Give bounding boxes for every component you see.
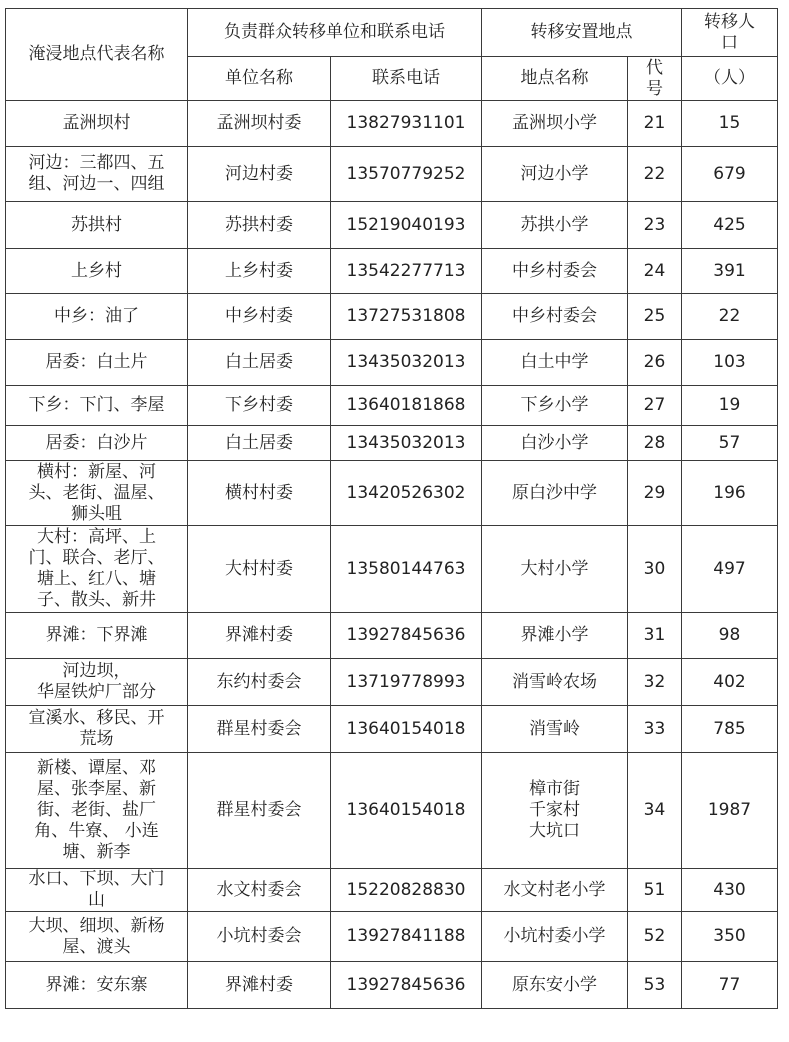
cell-location: 居委：白土片 (6, 340, 188, 386)
cell-code: 27 (628, 386, 682, 426)
cell-people: 1987 (682, 753, 778, 869)
cell-phone: 13727531808 (331, 294, 482, 340)
cell-unit: 大村村委 (188, 526, 331, 613)
cell-unit: 河边村委 (188, 147, 331, 202)
table-row (6, 340, 778, 386)
cell-phone: 13640154018 (331, 706, 482, 753)
cell-people: 679 (682, 147, 778, 202)
cell-unit: 下乡村委 (188, 386, 331, 426)
table-row (6, 461, 778, 526)
header-code: 代 号 (628, 57, 682, 101)
cell-phone: 13927845636 (331, 613, 482, 659)
cell-people: 350 (682, 912, 778, 962)
table-row (6, 386, 778, 426)
cell-people: 425 (682, 202, 778, 249)
header-pop-title: 转移人 口 (682, 9, 778, 57)
cell-people: 77 (682, 962, 778, 1009)
table-row (6, 202, 778, 249)
cell-phone: 15219040193 (331, 202, 482, 249)
cell-site: 水文村老小学 (482, 869, 628, 912)
header-pop-unit: （人） (682, 57, 778, 101)
header-location: 淹浸地点代表名称 (6, 9, 188, 101)
cell-code: 32 (628, 659, 682, 706)
cell-location: 居委：白沙片 (6, 426, 188, 461)
cell-location: 中乡：油了 (6, 294, 188, 340)
cell-code: 30 (628, 526, 682, 613)
cell-code: 26 (628, 340, 682, 386)
cell-site: 苏拱小学 (482, 202, 628, 249)
cell-code: 24 (628, 249, 682, 294)
cell-people: 98 (682, 613, 778, 659)
table-row (6, 426, 778, 461)
cell-phone: 13435032013 (331, 426, 482, 461)
table-row (6, 912, 778, 962)
cell-site: 界滩小学 (482, 613, 628, 659)
cell-people: 57 (682, 426, 778, 461)
header-unit-name: 单位名称 (188, 57, 331, 101)
cell-people: 15 (682, 101, 778, 147)
cell-unit: 横村村委 (188, 461, 331, 526)
cell-unit: 水文村委会 (188, 869, 331, 912)
cell-site: 原东安小学 (482, 962, 628, 1009)
cell-code: 52 (628, 912, 682, 962)
cell-site: 樟市街 千家村 大坑口 (482, 753, 628, 869)
cell-phone: 13927841188 (331, 912, 482, 962)
cell-site: 消雪岭农场 (482, 659, 628, 706)
cell-people: 391 (682, 249, 778, 294)
cell-phone: 13827931101 (331, 101, 482, 147)
table-body (6, 9, 778, 1009)
header-phone: 联系电话 (331, 57, 482, 101)
cell-code: 22 (628, 147, 682, 202)
cell-phone: 13640181868 (331, 386, 482, 426)
cell-location: 苏拱村 (6, 202, 188, 249)
cell-code: 21 (628, 101, 682, 147)
table-row (6, 962, 778, 1009)
cell-code: 23 (628, 202, 682, 249)
table-row (6, 659, 778, 706)
cell-phone: 13927845636 (331, 962, 482, 1009)
cell-phone: 13640154018 (331, 753, 482, 869)
cell-people: 497 (682, 526, 778, 613)
cell-location: 宣溪水、移民、开 荒场 (6, 706, 188, 753)
cell-unit: 界滩村委 (188, 613, 331, 659)
cell-people: 19 (682, 386, 778, 426)
cell-unit: 孟洲坝村委 (188, 101, 331, 147)
cell-unit: 白土居委 (188, 426, 331, 461)
cell-site: 白沙小学 (482, 426, 628, 461)
table-row (6, 147, 778, 202)
cell-location: 河边：三都四、五 组、河边一、四组 (6, 147, 188, 202)
table-row (6, 249, 778, 294)
header-site-name: 地点名称 (482, 57, 628, 101)
cell-phone: 13570779252 (331, 147, 482, 202)
cell-code: 51 (628, 869, 682, 912)
cell-site: 小坑村委小学 (482, 912, 628, 962)
cell-code: 31 (628, 613, 682, 659)
cell-site: 河边小学 (482, 147, 628, 202)
table-row (6, 753, 778, 869)
cell-phone: 13435032013 (331, 340, 482, 386)
cell-phone: 13719778993 (331, 659, 482, 706)
cell-location: 上乡村 (6, 249, 188, 294)
cell-code: 25 (628, 294, 682, 340)
table-row (6, 101, 778, 147)
header-site-group: 转移安置地点 (482, 9, 682, 57)
cell-phone: 13542277713 (331, 249, 482, 294)
cell-site: 孟洲坝小学 (482, 101, 628, 147)
cell-location: 界滩：安东寨 (6, 962, 188, 1009)
cell-location: 下乡：下门、李屋 (6, 386, 188, 426)
table-row (6, 706, 778, 753)
cell-unit: 界滩村委 (188, 962, 331, 1009)
cell-people: 103 (682, 340, 778, 386)
cell-location: 孟洲坝村 (6, 101, 188, 147)
cell-code: 34 (628, 753, 682, 869)
cell-code: 29 (628, 461, 682, 526)
cell-site: 中乡村委会 (482, 294, 628, 340)
cell-people: 785 (682, 706, 778, 753)
cell-location: 界滩：下界滩 (6, 613, 188, 659)
cell-phone: 15220828830 (331, 869, 482, 912)
cell-people: 430 (682, 869, 778, 912)
cell-unit: 小坑村委会 (188, 912, 331, 962)
cell-people: 196 (682, 461, 778, 526)
table-row (6, 526, 778, 613)
cell-location: 水口、下坝、大门 山 (6, 869, 188, 912)
cell-site: 下乡小学 (482, 386, 628, 426)
cell-unit: 苏拱村委 (188, 202, 331, 249)
table-row (6, 613, 778, 659)
cell-site: 原白沙中学 (482, 461, 628, 526)
cell-site: 白土中学 (482, 340, 628, 386)
cell-code: 33 (628, 706, 682, 753)
cell-phone: 13420526302 (331, 461, 482, 526)
cell-site: 消雪岭 (482, 706, 628, 753)
cell-location: 河边坝， 华屋铁炉厂部分 (6, 659, 188, 706)
header-row-1 (6, 9, 778, 57)
header-unit-group: 负责群众转移单位和联系电话 (188, 9, 482, 57)
cell-code: 28 (628, 426, 682, 461)
cell-location: 大坝、细坝、新杨 屋、渡头 (6, 912, 188, 962)
table-row (6, 294, 778, 340)
cell-phone: 13580144763 (331, 526, 482, 613)
cell-unit: 东约村委会 (188, 659, 331, 706)
cell-unit: 群星村委会 (188, 753, 331, 869)
cell-people: 22 (682, 294, 778, 340)
table-row (6, 869, 778, 912)
cell-location: 横村：新屋、河 头、老街、温屋、 狮头咀 (6, 461, 188, 526)
evacuation-table (5, 8, 778, 1009)
cell-location: 大村：高坪、上 门、联合、老厅、 塘上、红八、塘 子、散头、新井 (6, 526, 188, 613)
cell-unit: 上乡村委 (188, 249, 331, 294)
cell-site: 大村小学 (482, 526, 628, 613)
cell-code: 53 (628, 962, 682, 1009)
cell-location: 新楼、谭屋、邓 屋、张李屋、新 街、老街、盐厂 角、牛寮、 小连 塘、新李 (6, 753, 188, 869)
cell-unit: 白土居委 (188, 340, 331, 386)
cell-site: 中乡村委会 (482, 249, 628, 294)
cell-unit: 群星村委会 (188, 706, 331, 753)
cell-people: 402 (682, 659, 778, 706)
cell-unit: 中乡村委 (188, 294, 331, 340)
